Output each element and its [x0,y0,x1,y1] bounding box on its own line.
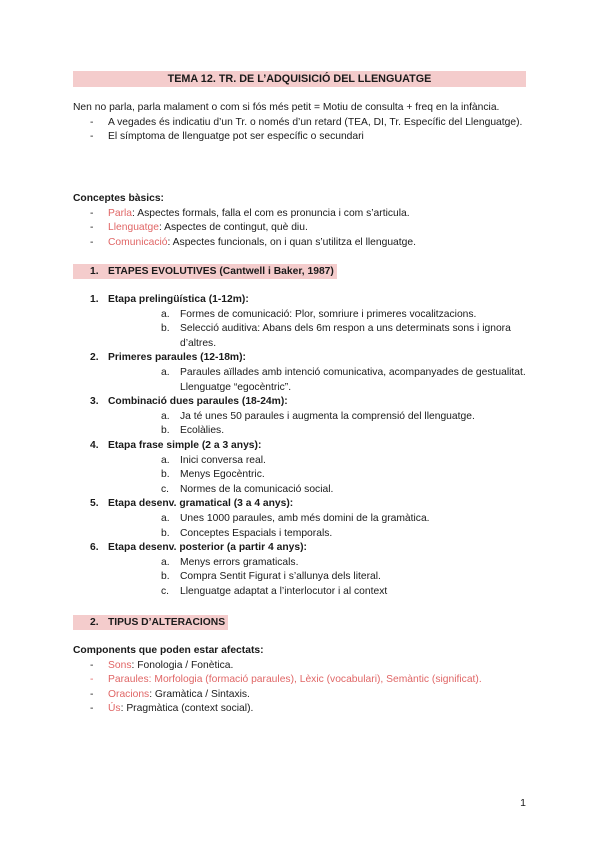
sub-letter: a. [161,410,170,422]
sub-letter: b. [161,571,170,583]
section-1-number: 1. [90,266,99,277]
concept-item [73,207,528,222]
sub-letter: a. [161,366,170,378]
concept-term: Comunicació [108,236,168,248]
section-2-number: 2. [90,617,99,628]
stage-subitem [108,410,528,425]
page-number: 1 [520,797,526,809]
section-1-heading [73,264,528,280]
stage-title: Etapa frase simple (2 a 3 anys): [108,439,262,451]
stage-subitem [108,527,528,542]
sub-letter: b. [161,425,170,437]
stage-item [73,395,528,439]
stage-sublist [108,366,528,395]
sub-text: Conceptes Espacials i temporals. [180,527,333,539]
stage-title: Etapa desenv. posterior (a partir 4 anys): [108,542,307,554]
stage-subitem [108,308,528,323]
component-item [73,673,528,688]
sub-letter: b. [161,527,170,539]
component-item [73,688,528,703]
concept-desc: : Aspectes funcionals, on i quan s’utilitza el llenguatge. [167,236,416,248]
components-heading: Components que poden estar afectats: [73,645,264,656]
stage-subitem [108,454,528,469]
intro-bullet: - A vegades és indicatiu d’un Tr. o només d’un retard (TEA, DI, Tr. Específic del Llenguatge). [73,116,528,131]
stage-subitem [108,322,528,351]
stage-subitem [108,366,528,395]
intro-bullet: - El símptoma de llenguatge pot ser específic o secundari [73,130,528,145]
stage-number: 6. [90,542,99,554]
component-term: Sons [108,659,132,671]
section-1-title: ETAPES EVOLUTIVES (Cantwell i Baker, 1987) [108,266,334,277]
sub-text: Normes de la comunicació social. [180,483,334,495]
sub-letter: b. [161,323,170,335]
component-term: Paraules: Morfologia (formació paraules), Lèxic (vocabulari), Semàntic (significat). [108,674,482,686]
stage-sublist [108,454,528,498]
stage-item [73,497,528,541]
concepts-list [73,207,528,251]
concept-term: Parla [108,207,133,219]
stage-title: Combinació dues paraules (18-24m): [108,396,288,408]
sub-text: Compra Sentit Figurat i s’allunya dels literal. [180,571,381,583]
stage-subitem [108,570,528,585]
stage-title: Primeres paraules (12-18m): [108,352,246,364]
components-list [73,659,528,717]
sub-letter: b. [161,469,170,481]
stage-number: 3. [90,396,99,408]
concept-desc: : Aspectes formals, falla el com es pronuncia i com s’articula. [132,207,410,219]
stage-sublist [108,512,528,541]
component-item [73,702,528,717]
intro-text: Nen no parla, parla malament o com si fós més petit = Motiu de consulta + freq en la infància. [73,102,500,113]
components-block [73,644,528,717]
concepts-heading: Conceptes bàsics: [73,193,164,204]
concept-term: Llenguatge [108,222,159,234]
stage-subitem [108,424,528,439]
sub-text: Paraules aïllades amb intenció comunicativa, acompanyades de gestualitat. Llenguatge “egocèntric”. [180,366,526,393]
sub-text: Menys Egocèntric. [180,469,265,481]
stage-number: 5. [90,498,99,510]
sub-text: Ecolàlies. [180,425,225,437]
section-2-title-highlight [73,615,228,630]
sub-text: Formes de comunicació: Plor, somriure i primeres vocalitzacions. [180,308,477,320]
stage-number: 4. [90,439,99,451]
concept-item [73,236,528,251]
component-term: Ús [108,703,121,715]
section-2-heading [73,615,528,631]
concept-desc: : Aspectes de contingut, què diu. [158,222,308,234]
sub-text: Unes 1000 paraules, amb més domini de la gramàtica. [180,512,430,524]
stage-sublist [108,410,528,439]
concepts-block [73,192,528,250]
stage-sublist [108,308,528,352]
stage-title: Etapa prelingüística (1-12m): [108,294,249,305]
sub-text: Inici conversa real. [180,454,266,466]
sub-text: Menys errors gramaticals. [180,556,299,568]
sub-letter: a. [161,454,170,466]
sub-letter: c. [161,585,170,597]
sub-text: Llenguatge adaptat a l’interlocutor i al context [180,585,388,597]
sub-text: Selecció auditiva: Abans dels 6m respon a uns determinats sons i ignora d’altres. [180,323,511,349]
component-desc: : Fonologia / Fonètica. [131,659,234,671]
component-desc: : Gramàtica / Sintaxis. [149,688,250,700]
stage-subitem [108,585,528,600]
stage-number: 2. [90,352,99,364]
stages-block [73,293,528,599]
component-desc: : Pragmàtica (context social). [120,703,254,715]
stage-item [73,541,528,599]
stage-subitem [108,483,528,498]
stage-sublist [108,556,528,600]
sub-text: Ja té unes 50 paraules i augmenta la comprensió del llenguatge. [180,410,475,422]
section-2-title: TIPUS D’ALTERACIONS [108,617,226,628]
stage-subitem [108,512,528,527]
intro-bullets [73,116,528,145]
sub-letter: a. [161,308,170,320]
stages-list [73,293,528,599]
sub-letter: a. [161,512,170,524]
stage-number: 1. [90,294,99,305]
intro-block [73,101,528,145]
section-1-title-highlight [73,264,337,279]
component-item [73,659,528,674]
sub-letter: c. [161,483,170,495]
sub-letter: a. [161,556,170,568]
stage-title: Etapa desenv. gramatical (3 a 4 anys): [108,498,294,510]
concept-item [73,221,528,236]
stage-item [73,293,528,351]
component-term: Oracions [108,688,150,700]
stage-item [73,439,528,497]
page-title: TEMA 12. TR. DE L’ADQUISICIÓ DEL LLENGUATGE [73,71,526,87]
stage-subitem [108,556,528,571]
stage-item [73,351,528,395]
stage-subitem [108,468,528,483]
